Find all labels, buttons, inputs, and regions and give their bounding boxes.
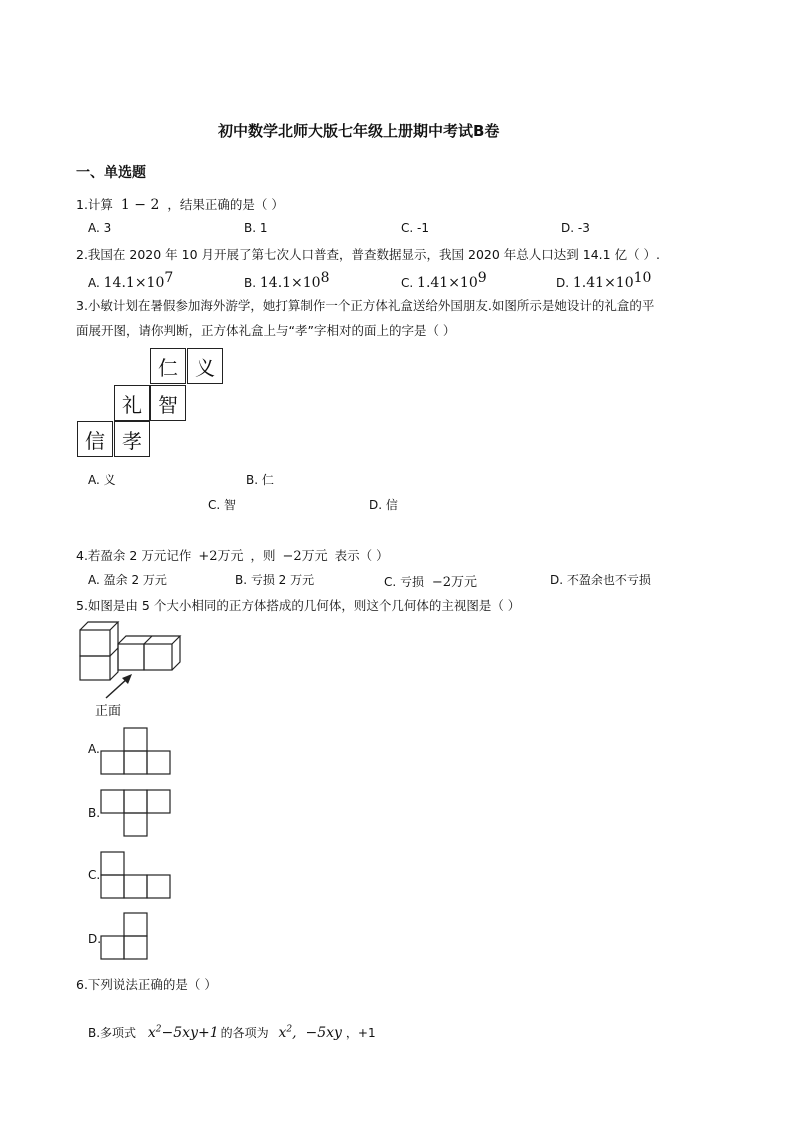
question-4-math-plus: +2万元 <box>198 549 244 564</box>
question-1-math: 1 − 2 <box>120 197 160 213</box>
q5-option-d[interactable]: D. <box>88 932 102 946</box>
q6-option-b-suffix: ，+1 <box>345 1026 376 1040</box>
question-4-stem <box>76 545 389 564</box>
q2-option-b-base: 14.1×10 <box>259 275 321 291</box>
q3-option-c[interactable]: C. 智 <box>208 498 237 512</box>
question-6-stem: 6.下列说法正确的是（ ） <box>76 977 217 992</box>
question-2-stem: 2.我国在 2020 年 10 月开展了第七次人口普查，普查数据显示，我国 2020 年总人口达到 14.1 亿（ ）. <box>76 247 661 262</box>
q6-option-b[interactable] <box>88 1024 376 1041</box>
q2-option-c[interactable] <box>401 270 487 291</box>
net-cell-ren: 仁 <box>150 348 186 384</box>
q6-option-b-terms: $x^2$, −5xy <box>278 1024 342 1041</box>
q3-option-d[interactable]: D. 信 <box>369 498 398 512</box>
q5-option-c-figure <box>100 851 174 901</box>
q2-option-a-exp: 7 <box>164 270 174 286</box>
net-cell-xiao: 孝 <box>114 421 150 457</box>
q2-option-a-label: A. <box>88 276 100 290</box>
q2-option-c-exp: 9 <box>477 270 487 286</box>
q2-option-c-base: 1.41×10 <box>417 275 478 291</box>
net-cell-li: 礼 <box>114 385 150 421</box>
q4-option-c-label: C. 亏损 <box>384 575 425 589</box>
question-4-math-minus: −2万元 <box>282 549 328 564</box>
question-4-part-c: 表示（ ） <box>334 548 389 563</box>
front-view-label: 正面 <box>95 704 122 719</box>
q2-option-b[interactable] <box>244 270 330 291</box>
q1-option-a[interactable]: A. 3 <box>88 221 112 235</box>
question-1-suffix: ，结果正确的是（ ） <box>167 197 284 212</box>
q3-option-a[interactable]: A. 义 <box>88 473 116 487</box>
net-cell-xin: 信 <box>77 421 113 457</box>
q2-option-b-exp: 8 <box>320 270 330 286</box>
q4-option-a[interactable]: A. 盈余 2 万元 <box>88 573 167 587</box>
question-5-stem: 5.如图是由 5 个大小相同的正方体搭成的几何体，则这个几何体的主视图是（ ） <box>76 598 521 613</box>
q2-option-b-label: B. <box>244 276 257 290</box>
q5-option-c[interactable]: C. <box>88 868 101 882</box>
q5-option-a-figure <box>100 727 172 775</box>
question-4-part-a: 4.若盈余 2 万元记作 <box>76 548 192 563</box>
q5-option-b-figure <box>100 789 172 837</box>
question-3-stem-line-2: 面展开图，请你判断，正方体礼盒上与“孝”字相对的面上的字是（ ） <box>76 323 456 338</box>
question-1-stem <box>76 195 284 213</box>
q5-option-a[interactable]: A. <box>88 742 100 756</box>
question-4-part-b: ，则 <box>250 548 276 563</box>
document-title: 初中数学北师大版七年级上册期中考试B卷 <box>218 122 500 140</box>
q4-option-c[interactable] <box>384 571 477 590</box>
q5-option-d-figure <box>100 912 152 962</box>
q6-option-b-mid: 的各项为 <box>220 1026 269 1040</box>
q5-option-b[interactable]: B. <box>88 806 101 820</box>
q3-option-b[interactable]: B. 仁 <box>246 473 274 487</box>
question-3-stem-line-1: 3.小敏计划在暑假参加海外游学，她打算制作一个正方体礼盒送给外国朋友.如图所示是她设计的礼盒的平 <box>76 298 655 313</box>
q2-option-d[interactable] <box>556 270 651 291</box>
q4-option-d[interactable]: D. 不盈余也不亏损 <box>550 573 651 587</box>
q2-option-d-base: 1.41×10 <box>572 275 634 291</box>
question-1-prefix: 1.计算 <box>76 197 113 212</box>
q1-option-b[interactable]: B. 1 <box>244 221 268 235</box>
q4-option-c-math: −2万元 <box>431 575 478 590</box>
q2-option-d-exp: 10 <box>633 270 652 286</box>
q2-option-a[interactable] <box>88 270 173 291</box>
q2-option-d-label: D. <box>556 276 570 290</box>
arrow-icon <box>104 672 144 702</box>
q1-option-d[interactable]: D. -3 <box>561 221 590 235</box>
q1-option-c[interactable]: C. -1 <box>401 221 429 235</box>
q4-option-b[interactable]: B. 亏损 2 万元 <box>235 573 315 587</box>
net-cell-zhi: 智 <box>150 385 186 421</box>
q2-option-c-label: C. <box>401 276 414 290</box>
net-cell-yi: 义 <box>187 348 223 384</box>
q6-option-b-polynomial: $x^2-5xy+1$ <box>147 1024 219 1041</box>
section-heading: 一、单选题 <box>76 165 146 181</box>
q2-option-a-base: 14.1×10 <box>103 275 165 291</box>
q6-option-b-prefix: B.多项式 <box>88 1026 137 1040</box>
